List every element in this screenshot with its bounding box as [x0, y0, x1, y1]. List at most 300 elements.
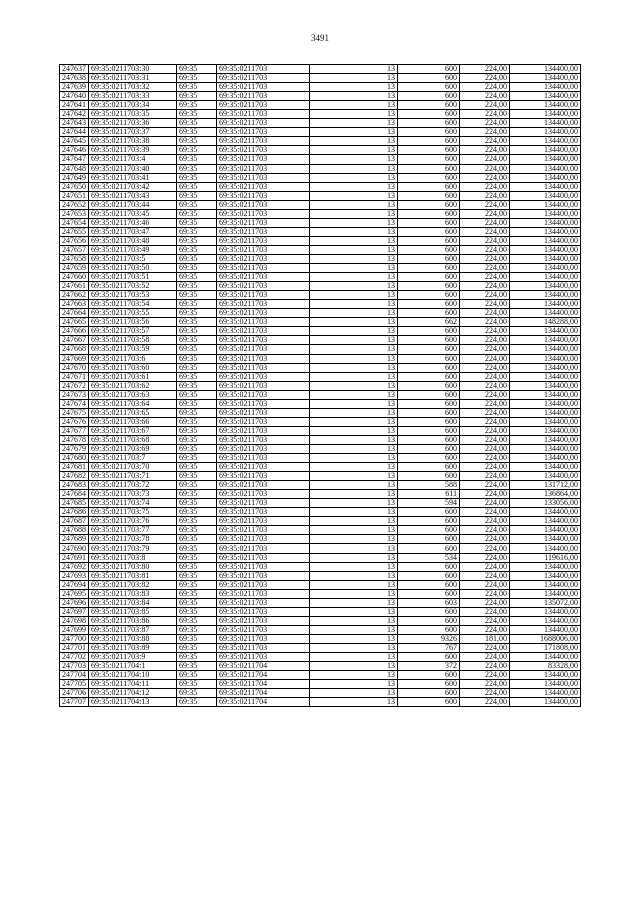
cadastral-number-cell: 69:35:0211703:31 — [89, 74, 177, 83]
cadastral-value-cell: 134400,00 — [510, 245, 581, 254]
block-number-cell: 69:35:0211703 — [217, 345, 310, 354]
district-code-cell: 69:35 — [177, 336, 217, 345]
cadastral-number-cell: 69:35:0211703:60 — [89, 363, 177, 372]
row-number-cell: 247694 — [60, 580, 89, 589]
block-number-cell: 69:35:0211703 — [217, 245, 310, 254]
group-code-cell: 13 — [310, 408, 398, 417]
group-code-cell: 13 — [310, 444, 398, 453]
area-cell: 600 — [398, 698, 460, 707]
cadastral-value-cell: 134400,00 — [510, 571, 581, 580]
cadastral-value-cell: 119616,00 — [510, 553, 581, 562]
cadastral-number-cell: 69:35:0211703:52 — [89, 282, 177, 291]
area-cell: 600 — [398, 363, 460, 372]
cadastral-value-cell: 134400,00 — [510, 426, 581, 435]
table-row — [60, 616, 581, 625]
row-number-cell: 247673 — [60, 390, 89, 399]
group-code-cell: 13 — [310, 499, 398, 508]
table-row — [60, 490, 581, 499]
block-number-cell: 69:35:0211703 — [217, 517, 310, 526]
table-row — [60, 173, 581, 182]
table-row — [60, 680, 581, 689]
group-code-cell: 13 — [310, 535, 398, 544]
unit-value-cell: 224,00 — [460, 218, 510, 227]
block-number-cell: 69:35:0211703 — [217, 273, 310, 282]
district-code-cell: 69:35 — [177, 544, 217, 553]
district-code-cell: 69:35 — [177, 65, 217, 74]
row-number-cell: 247704 — [60, 671, 89, 680]
row-number-cell: 247669 — [60, 354, 89, 363]
row-number-cell: 247683 — [60, 481, 89, 490]
group-code-cell: 13 — [310, 173, 398, 182]
block-number-cell: 69:35:0211703 — [217, 562, 310, 571]
area-cell: 600 — [398, 101, 460, 110]
table-row — [60, 236, 581, 245]
unit-value-cell: 224,00 — [460, 399, 510, 408]
group-code-cell: 13 — [310, 245, 398, 254]
district-code-cell: 69:35 — [177, 381, 217, 390]
table-row — [60, 526, 581, 535]
group-code-cell: 13 — [310, 236, 398, 245]
area-cell: 600 — [398, 417, 460, 426]
cadastral-value-cell: 134400,00 — [510, 381, 581, 390]
block-number-cell: 69:35:0211703 — [217, 454, 310, 463]
table-row — [60, 83, 581, 92]
district-code-cell: 69:35 — [177, 236, 217, 245]
unit-value-cell: 224,00 — [460, 372, 510, 381]
cadastral-number-cell: 69:35:0211703:43 — [89, 191, 177, 200]
area-cell: 600 — [398, 65, 460, 74]
unit-value-cell: 224,00 — [460, 65, 510, 74]
cadastral-value-cell: 134400,00 — [510, 119, 581, 128]
district-code-cell: 69:35 — [177, 191, 217, 200]
block-number-cell: 69:35:0211703 — [217, 309, 310, 318]
cadastral-value-cell: 134400,00 — [510, 562, 581, 571]
district-code-cell: 69:35 — [177, 218, 217, 227]
cadastral-number-cell: 69:35:0211704:13 — [89, 698, 177, 707]
group-code-cell: 13 — [310, 390, 398, 399]
cadastral-value-cell: 134400,00 — [510, 101, 581, 110]
table-row — [60, 191, 581, 200]
cadastral-number-cell: 69:35:0211703:82 — [89, 580, 177, 589]
row-number-cell: 247657 — [60, 245, 89, 254]
row-number-cell: 247649 — [60, 173, 89, 182]
area-cell: 600 — [398, 128, 460, 137]
block-number-cell: 69:35:0211703 — [217, 209, 310, 218]
block-number-cell: 69:35:0211704 — [217, 698, 310, 707]
group-code-cell: 13 — [310, 345, 398, 354]
area-cell: 600 — [398, 580, 460, 589]
block-number-cell: 69:35:0211703 — [217, 571, 310, 580]
district-code-cell: 69:35 — [177, 209, 217, 218]
cadastral-number-cell: 69:35:0211703:88 — [89, 634, 177, 643]
table-row — [60, 580, 581, 589]
block-number-cell: 69:35:0211703 — [217, 463, 310, 472]
unit-value-cell: 224,00 — [460, 110, 510, 119]
row-number-cell: 247684 — [60, 490, 89, 499]
block-number-cell: 69:35:0211704 — [217, 671, 310, 680]
row-number-cell: 247688 — [60, 526, 89, 535]
cadastral-value-cell: 134400,00 — [510, 625, 581, 634]
cadastral-value-cell: 134400,00 — [510, 200, 581, 209]
table-row — [60, 571, 581, 580]
table-row — [60, 291, 581, 300]
table-row — [60, 625, 581, 634]
cadastral-value-cell: 134400,00 — [510, 454, 581, 463]
table-row — [60, 336, 581, 345]
block-number-cell: 69:35:0211703 — [217, 580, 310, 589]
unit-value-cell: 224,00 — [460, 535, 510, 544]
row-number-cell: 247639 — [60, 83, 89, 92]
area-cell: 600 — [398, 164, 460, 173]
block-number-cell: 69:35:0211703 — [217, 598, 310, 607]
row-number-cell: 247665 — [60, 318, 89, 327]
block-number-cell: 69:35:0211703 — [217, 200, 310, 209]
group-code-cell: 13 — [310, 616, 398, 625]
cadastral-number-cell: 69:35:0211703:62 — [89, 381, 177, 390]
cadastral-number-cell: 69:35:0211703:65 — [89, 408, 177, 417]
cadastral-number-cell: 69:35:0211703:84 — [89, 598, 177, 607]
group-code-cell: 13 — [310, 472, 398, 481]
unit-value-cell: 224,00 — [460, 553, 510, 562]
district-code-cell: 69:35 — [177, 372, 217, 381]
district-code-cell: 69:35 — [177, 128, 217, 137]
cadastral-number-cell: 69:35:0211703:56 — [89, 318, 177, 327]
district-code-cell: 69:35 — [177, 83, 217, 92]
row-number-cell: 247666 — [60, 327, 89, 336]
cadastral-value-cell: 134400,00 — [510, 336, 581, 345]
group-code-cell: 13 — [310, 300, 398, 309]
row-number-cell: 247658 — [60, 254, 89, 263]
cadastral-value-cell: 134400,00 — [510, 83, 581, 92]
group-code-cell: 13 — [310, 589, 398, 598]
unit-value-cell: 224,00 — [460, 336, 510, 345]
cadastral-value-cell: 134400,00 — [510, 65, 581, 74]
group-code-cell: 13 — [310, 598, 398, 607]
unit-value-cell: 224,00 — [460, 209, 510, 218]
table-row — [60, 245, 581, 254]
group-code-cell: 13 — [310, 182, 398, 191]
row-number-cell: 247698 — [60, 616, 89, 625]
cadastral-number-cell: 69:35:0211703:9 — [89, 653, 177, 662]
table-row — [60, 671, 581, 680]
row-number-cell: 247681 — [60, 463, 89, 472]
group-code-cell: 13 — [310, 282, 398, 291]
unit-value-cell: 224,00 — [460, 444, 510, 453]
cadastral-value-cell: 134400,00 — [510, 616, 581, 625]
district-code-cell: 69:35 — [177, 200, 217, 209]
area-cell: 600 — [398, 390, 460, 399]
table-row — [60, 227, 581, 236]
unit-value-cell: 224,00 — [460, 417, 510, 426]
unit-value-cell: 224,00 — [460, 580, 510, 589]
unit-value-cell: 224,00 — [460, 499, 510, 508]
unit-value-cell: 224,00 — [460, 472, 510, 481]
unit-value-cell: 224,00 — [460, 508, 510, 517]
row-number-cell: 247706 — [60, 689, 89, 698]
cadastral-value-cell: 134400,00 — [510, 227, 581, 236]
district-code-cell: 69:35 — [177, 698, 217, 707]
area-cell: 600 — [398, 372, 460, 381]
table-row — [60, 399, 581, 408]
cadastral-number-cell: 69:35:0211703:79 — [89, 544, 177, 553]
row-number-cell: 247675 — [60, 408, 89, 417]
cadastral-number-cell: 69:35:0211703:8 — [89, 553, 177, 562]
unit-value-cell: 224,00 — [460, 83, 510, 92]
block-number-cell: 69:35:0211703 — [217, 173, 310, 182]
block-number-cell: 69:35:0211703 — [217, 472, 310, 481]
group-code-cell: 13 — [310, 101, 398, 110]
district-code-cell: 69:35 — [177, 273, 217, 282]
district-code-cell: 69:35 — [177, 291, 217, 300]
row-number-cell: 247682 — [60, 472, 89, 481]
row-number-cell: 247679 — [60, 444, 89, 453]
district-code-cell: 69:35 — [177, 463, 217, 472]
unit-value-cell: 224,00 — [460, 526, 510, 535]
group-code-cell: 13 — [310, 363, 398, 372]
group-code-cell: 13 — [310, 200, 398, 209]
table-row — [60, 653, 581, 662]
block-number-cell: 69:35:0211703 — [217, 300, 310, 309]
unit-value-cell: 224,00 — [460, 354, 510, 363]
block-number-cell: 69:35:0211703 — [217, 227, 310, 236]
unit-value-cell: 224,00 — [460, 128, 510, 137]
group-code-cell: 13 — [310, 254, 398, 263]
cadastral-value-cell: 134400,00 — [510, 182, 581, 191]
area-cell: 600 — [398, 309, 460, 318]
cadastral-number-cell: 69:35:0211703:86 — [89, 616, 177, 625]
district-code-cell: 69:35 — [177, 146, 217, 155]
group-code-cell: 13 — [310, 354, 398, 363]
block-number-cell: 69:35:0211703 — [217, 508, 310, 517]
area-cell: 611 — [398, 490, 460, 499]
unit-value-cell: 224,00 — [460, 589, 510, 598]
block-number-cell: 69:35:0211703 — [217, 254, 310, 263]
area-cell: 600 — [398, 435, 460, 444]
table-row — [60, 282, 581, 291]
area-cell: 594 — [398, 499, 460, 508]
cadastral-number-cell: 69:35:0211703:81 — [89, 571, 177, 580]
unit-value-cell: 224,00 — [460, 517, 510, 526]
table-row — [60, 119, 581, 128]
block-number-cell: 69:35:0211703 — [217, 426, 310, 435]
group-code-cell: 13 — [310, 544, 398, 553]
cadastral-value-cell: 134400,00 — [510, 137, 581, 146]
table-row — [60, 254, 581, 263]
cadastral-value-cell: 171808,00 — [510, 644, 581, 653]
unit-value-cell: 224,00 — [460, 254, 510, 263]
cadastral-value-cell: 134400,00 — [510, 146, 581, 155]
group-code-cell: 13 — [310, 327, 398, 336]
cadastral-number-cell: 69:35:0211703:5 — [89, 254, 177, 263]
row-number-cell: 247662 — [60, 291, 89, 300]
cadastral-value-cell: 134400,00 — [510, 354, 581, 363]
cadastral-number-cell: 69:35:0211703:75 — [89, 508, 177, 517]
cadastral-number-cell: 69:35:0211703:32 — [89, 83, 177, 92]
table-row — [60, 363, 581, 372]
district-code-cell: 69:35 — [177, 435, 217, 444]
district-code-cell: 69:35 — [177, 689, 217, 698]
group-code-cell: 13 — [310, 92, 398, 101]
group-code-cell: 13 — [310, 417, 398, 426]
unit-value-cell: 224,00 — [460, 454, 510, 463]
area-cell: 600 — [398, 264, 460, 273]
cadastral-value-cell: 135072,00 — [510, 598, 581, 607]
row-number-cell: 247637 — [60, 65, 89, 74]
cadastral-value-cell: 134400,00 — [510, 698, 581, 707]
district-code-cell: 69:35 — [177, 119, 217, 128]
row-number-cell: 247644 — [60, 128, 89, 137]
block-number-cell: 69:35:0211703 — [217, 327, 310, 336]
district-code-cell: 69:35 — [177, 454, 217, 463]
group-code-cell: 13 — [310, 607, 398, 616]
table-row — [60, 128, 581, 137]
row-number-cell: 247667 — [60, 336, 89, 345]
group-code-cell: 13 — [310, 553, 398, 562]
cadastral-number-cell: 69:35:0211703:89 — [89, 644, 177, 653]
unit-value-cell: 224,00 — [460, 155, 510, 164]
cadastral-value-cell: 134400,00 — [510, 309, 581, 318]
block-number-cell: 69:35:0211703 — [217, 291, 310, 300]
area-cell: 372 — [398, 662, 460, 671]
district-code-cell: 69:35 — [177, 227, 217, 236]
cadastral-value-cell: 134400,00 — [510, 390, 581, 399]
block-number-cell: 69:35:0211703 — [217, 381, 310, 390]
area-cell: 662 — [398, 318, 460, 327]
area-cell: 600 — [398, 463, 460, 472]
row-number-cell: 247650 — [60, 182, 89, 191]
cadastral-number-cell: 69:35:0211703:57 — [89, 327, 177, 336]
cadastral-number-cell: 69:35:0211703:48 — [89, 236, 177, 245]
block-number-cell: 69:35:0211703 — [217, 119, 310, 128]
unit-value-cell: 224,00 — [460, 625, 510, 634]
table-row — [60, 327, 581, 336]
area-cell: 600 — [398, 399, 460, 408]
cadastral-value-cell: 134400,00 — [510, 589, 581, 598]
cadastral-number-cell: 69:35:0211703:55 — [89, 309, 177, 318]
unit-value-cell: 224,00 — [460, 101, 510, 110]
block-number-cell: 69:35:0211703 — [217, 544, 310, 553]
unit-value-cell: 224,00 — [460, 616, 510, 625]
cadastral-value-cell: 134400,00 — [510, 291, 581, 300]
area-cell: 600 — [398, 454, 460, 463]
cadastral-value-table — [59, 64, 581, 707]
cadastral-value-cell: 134400,00 — [510, 363, 581, 372]
table-row — [60, 318, 581, 327]
cadastral-value-cell: 134400,00 — [510, 209, 581, 218]
group-code-cell: 13 — [310, 680, 398, 689]
area-cell: 600 — [398, 92, 460, 101]
cadastral-number-cell: 69:35:0211703:30 — [89, 65, 177, 74]
block-number-cell: 69:35:0211703 — [217, 65, 310, 74]
district-code-cell: 69:35 — [177, 164, 217, 173]
block-number-cell: 69:35:0211703 — [217, 354, 310, 363]
table-row — [60, 517, 581, 526]
unit-value-cell: 224,00 — [460, 435, 510, 444]
unit-value-cell: 224,00 — [460, 327, 510, 336]
block-number-cell: 69:35:0211703 — [217, 128, 310, 137]
block-number-cell: 69:35:0211703 — [217, 625, 310, 634]
cadastral-number-cell: 69:35:0211703:44 — [89, 200, 177, 209]
cadastral-value-cell: 134400,00 — [510, 164, 581, 173]
group-code-cell: 13 — [310, 426, 398, 435]
row-number-cell: 247643 — [60, 119, 89, 128]
cadastral-number-cell: 69:35:0211703:71 — [89, 472, 177, 481]
group-code-cell: 13 — [310, 526, 398, 535]
district-code-cell: 69:35 — [177, 345, 217, 354]
row-number-cell: 247674 — [60, 399, 89, 408]
cadastral-number-cell: 69:35:0211703:36 — [89, 119, 177, 128]
district-code-cell: 69:35 — [177, 390, 217, 399]
group-code-cell: 13 — [310, 671, 398, 680]
cadastral-value-cell: 134400,00 — [510, 282, 581, 291]
area-cell: 600 — [398, 83, 460, 92]
cadastral-number-cell: 69:35:0211703:73 — [89, 490, 177, 499]
cadastral-value-cell: 134400,00 — [510, 128, 581, 137]
row-number-cell: 247695 — [60, 589, 89, 598]
cadastral-number-cell: 69:35:0211703:33 — [89, 92, 177, 101]
table-row — [60, 535, 581, 544]
group-code-cell: 13 — [310, 698, 398, 707]
unit-value-cell: 224,00 — [460, 119, 510, 128]
cadastral-value-cell: 134400,00 — [510, 254, 581, 263]
table-row — [60, 390, 581, 399]
unit-value-cell: 224,00 — [460, 598, 510, 607]
cadastral-value-cell: 134400,00 — [510, 544, 581, 553]
area-cell: 600 — [398, 571, 460, 580]
group-code-cell: 13 — [310, 119, 398, 128]
block-number-cell: 69:35:0211703 — [217, 490, 310, 499]
area-cell: 600 — [398, 245, 460, 254]
area-cell: 600 — [398, 589, 460, 598]
table-row — [60, 101, 581, 110]
district-code-cell: 69:35 — [177, 264, 217, 273]
table-row — [60, 200, 581, 209]
row-number-cell: 247691 — [60, 553, 89, 562]
row-number-cell: 247678 — [60, 435, 89, 444]
area-cell: 600 — [398, 137, 460, 146]
group-code-cell: 13 — [310, 490, 398, 499]
unit-value-cell: 224,00 — [460, 300, 510, 309]
group-code-cell: 13 — [310, 481, 398, 490]
cadastral-number-cell: 69:35:0211703:42 — [89, 182, 177, 191]
cadastral-value-cell: 134400,00 — [510, 399, 581, 408]
district-code-cell: 69:35 — [177, 526, 217, 535]
row-number-cell: 247656 — [60, 236, 89, 245]
cadastral-value-cell: 134400,00 — [510, 74, 581, 83]
table-row — [60, 589, 581, 598]
cadastral-number-cell: 69:35:0211703:39 — [89, 146, 177, 155]
unit-value-cell: 224,00 — [460, 173, 510, 182]
table-body — [60, 65, 581, 707]
unit-value-cell: 224,00 — [460, 74, 510, 83]
group-code-cell: 13 — [310, 309, 398, 318]
group-code-cell: 13 — [310, 146, 398, 155]
area-cell: 600 — [398, 526, 460, 535]
group-code-cell: 13 — [310, 580, 398, 589]
unit-value-cell: 224,00 — [460, 671, 510, 680]
block-number-cell: 69:35:0211703 — [217, 155, 310, 164]
block-number-cell: 69:35:0211703 — [217, 481, 310, 490]
district-code-cell: 69:35 — [177, 671, 217, 680]
row-number-cell: 247659 — [60, 264, 89, 273]
cadastral-number-cell: 69:35:0211703:80 — [89, 562, 177, 571]
row-number-cell: 247707 — [60, 698, 89, 707]
row-number-cell: 247647 — [60, 155, 89, 164]
cadastral-number-cell: 69:35:0211703:34 — [89, 101, 177, 110]
district-code-cell: 69:35 — [177, 653, 217, 662]
cadastral-value-cell: 134400,00 — [510, 607, 581, 616]
page-number: 3491 — [311, 33, 329, 43]
